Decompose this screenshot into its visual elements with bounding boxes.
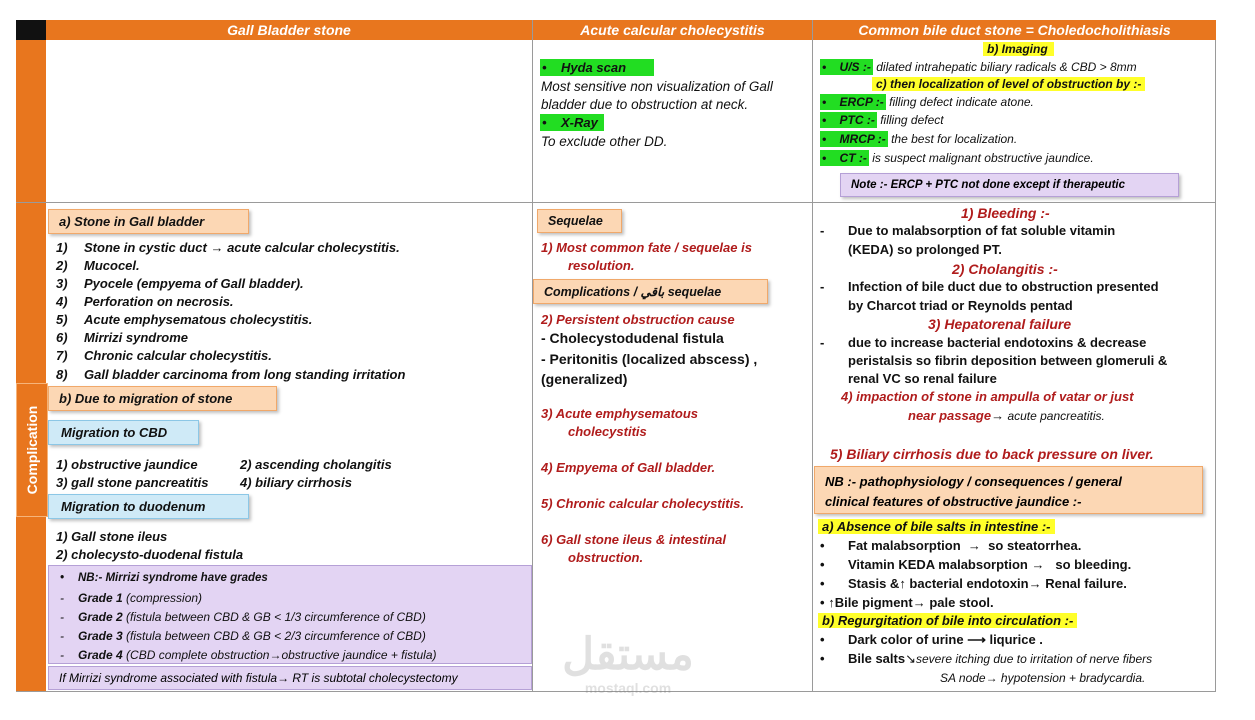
grade-3: - Grade 3 (fistula between CBD & GB < 2/3 circumference of CBD) <box>60 629 426 643</box>
grade-2: - Grade 2 (fistula between CBD & GB < 1/3 circumference of CBD) <box>60 610 426 624</box>
bleeding-text-1: - Due to malabsorption of fat soluble vitamin <box>820 223 1116 238</box>
hepatorenal-text-2: peristalsis so fibrin deposition between glomeruli & <box>848 353 1168 368</box>
sequelae-6a: 6) Gall stone ileus & intestinal <box>541 532 726 547</box>
migration-duodenum-tag: Migration to duodenum <box>48 494 249 519</box>
arrow-right-icon: → <box>277 671 290 685</box>
us-line: • U/S :- dilated intrahepatic biliary radicals & CBD > 8mm <box>822 60 1137 74</box>
ptc-label: PTC :- <box>839 113 875 127</box>
nb-obstructive-jaundice-box <box>814 466 1203 514</box>
gb-item-7: 7) Chronic calcular cholecystitis. <box>56 348 272 363</box>
migration-tag: b) Due to migration of stone <box>48 386 277 411</box>
imaging-label: b) Imaging <box>983 42 1054 56</box>
row-divider <box>16 202 1216 203</box>
watermark-subtext: mostaql.com <box>584 680 672 696</box>
grade-4: - Grade 4 (CBD complete obstruction→obstructive jaundice + fistula) <box>60 648 437 662</box>
stasis-line: • Stasis &↑ bacterial endotoxin→ Renal failure. <box>820 576 1127 591</box>
ct-label: CT :- <box>839 151 867 165</box>
cbd-line-2a: 3) gall stone pancreatitis <box>56 475 209 490</box>
migration-cbd-tag: Migration to CBD <box>48 420 199 445</box>
pancreatitis-line-2: near passage→ acute pancreatitis. <box>908 408 1105 423</box>
xray-bullet: • X-Ray <box>540 115 604 130</box>
row-bar-top <box>16 40 46 202</box>
ptc-text: filling defect <box>876 113 944 127</box>
arrow-right-icon: → <box>210 240 224 255</box>
sequelae-5: 5) Chronic calcular cholecystitis. <box>541 496 745 511</box>
ptc-line: • PTC :- filling defect <box>822 113 944 127</box>
imaging-heading <box>983 42 1054 56</box>
ercp-line: • ERCP :- filling defect indicate atone. <box>822 95 1034 109</box>
long-arrow-right-icon: ⟶ <box>967 632 986 647</box>
arrow-right-icon: → <box>991 408 1005 423</box>
hida-text-1: Most sensitive non visualization of Gall <box>541 79 773 94</box>
mrcp-label: MRCP :- <box>839 132 886 146</box>
bleeding-text-2: (KEDA) so prolonged PT. <box>848 242 1002 257</box>
watermark-logo <box>548 630 708 710</box>
mrcp-line: • MRCP :- the best for localization. <box>822 132 1018 146</box>
complication-label-box <box>16 383 48 517</box>
hida-text-2: bladder due to obstruction at neck. <box>541 97 749 112</box>
cbd-line-2b: 4) biliary cirrhosis <box>240 475 352 490</box>
arrow-right-icon: → <box>1028 576 1042 591</box>
mirrizi-fistula-note: If Mirrizi syndrome associated with fistula→ RT is subtotal cholecystectomy <box>48 666 532 690</box>
complication-label: Complication <box>24 405 40 495</box>
sequelae-2b: - Peritonitis (localized abscess) , <box>541 351 758 367</box>
ercp-label: ERCP :- <box>839 95 884 109</box>
header-acute-cholecystitis: Acute calcular cholecystitis <box>533 20 812 40</box>
bile-salts-line: • Bile salts↘severe itching due to irritation of nerve fibers <box>820 651 1153 666</box>
branch-arrow-icon: ↘ <box>905 651 916 666</box>
sequelae-2c: (generalized) <box>541 371 628 387</box>
duodenum-line-2: 2) cholecysto-duodenal fistula <box>56 547 244 562</box>
regurgitation-heading: b) Regurgitation of bile into circulation :- <box>818 613 1077 628</box>
gb-item-1: 1) Stone in cystic duct → acute calcular cholecystitis. <box>56 240 400 255</box>
watermark-text: مستقل <box>562 630 694 679</box>
hepatorenal-text-3: renal VC so renal failure <box>848 371 997 386</box>
us-label: U/S :- <box>839 60 871 74</box>
dark-urine-line: • Dark color of urine ⟶ liqurice . <box>820 632 1043 647</box>
absence-heading: a) Absence of bile salts in intestine :- <box>818 519 1055 534</box>
sequelae-tag: Sequelae <box>537 209 622 233</box>
gb-item-4: 4) Perforation on necrosis. <box>56 294 234 309</box>
arrow-right-icon: → <box>1031 557 1045 572</box>
mrcp-text: the best for localization. <box>887 132 1018 146</box>
hida-scan-label: Hyda scan <box>561 60 627 75</box>
mirrizi-nb: • NB:- Mirrizi syndrome have grades <box>60 572 268 584</box>
hepatorenal-text-1: - due to increase bacterial endotoxins & decrease <box>820 335 1147 350</box>
cholangitis-text-1: - Infection of bile duct due to obstruction presented <box>820 279 1159 294</box>
sequelae-2: 2) Persistent obstruction cause <box>541 312 735 327</box>
arrow-right-icon: → <box>985 671 998 685</box>
xray-text: To exclude other DD. <box>541 134 668 149</box>
sequelae-3b: cholecystitis <box>568 424 647 439</box>
grade-1: - Grade 1 (compression) <box>60 591 203 605</box>
ct-text: is suspect malignant obstructive jaundice. <box>868 151 1094 165</box>
header-gall-bladder-stone: Gall Bladder stone <box>46 20 532 40</box>
xray-label: X-Ray <box>561 115 598 130</box>
col-divider-1 <box>532 20 533 692</box>
ercp-text: filling defect indicate atone. <box>885 95 1034 109</box>
us-text: dilated intrahepatic biliary radicals & CBD > 8mm <box>872 60 1137 74</box>
pancreatitis-line-1: 4) impaction of stone in ampulla of vatar or just <box>841 389 1134 404</box>
cholangitis-heading: 2) Cholangitis :- <box>952 261 1058 277</box>
cbd-line-1b: 2) ascending cholangitis <box>240 457 392 472</box>
col-divider-2 <box>812 20 813 692</box>
gb-item-2: 2) Mucocel. <box>56 258 140 273</box>
hida-scan-bullet: • Hyda scan <box>540 60 654 75</box>
gb-item-3: 3) Pyocele (empyema of Gall bladder). <box>56 276 304 291</box>
gb-item-5: 5) Acute emphysematous cholecystitis. <box>56 312 313 327</box>
nb-line-1: NB :- pathophysiology / consequences / general <box>825 474 1122 489</box>
arrow-right-icon: → <box>967 538 981 553</box>
cbd-line-1a: 1) obstructive jaundice <box>56 457 198 472</box>
fat-malabsorption: • Fat malabsorption → so steatorrhea. <box>820 538 1082 553</box>
sequelae-1a: 1) Most common fate / sequelae is <box>541 240 752 255</box>
arrow-right-icon: → <box>269 648 282 662</box>
cirrhosis-heading: 5) Biliary cirrhosis due to back pressure on liver. <box>830 446 1154 462</box>
duodenum-line-1: 1) Gall stone ileus <box>56 529 168 544</box>
note-box: Note :- ERCP + PTC not done except if therapeutic <box>840 173 1179 197</box>
sequelae-1b: resolution. <box>568 258 635 273</box>
sequelae-3a: 3) Acute emphysematous <box>541 406 699 421</box>
sequelae-2a: - Cholecystodudenal fistula <box>541 330 724 346</box>
localization-heading <box>872 77 1145 91</box>
arrow-up-icon: ↑ <box>899 576 906 591</box>
gb-item-8: 8) Gall bladder carcinoma from long standing irritation <box>56 367 406 382</box>
gb-item-6: 6) Mirrizi syndrome <box>56 330 189 345</box>
stone-in-gb-tag: a) Stone in Gall bladder <box>48 209 249 234</box>
complications-sequelae-tag: Complications / باقي sequelae <box>533 279 768 304</box>
bile-pigment-line: • ↑Bile pigment→ pale stool. <box>820 595 994 610</box>
corner-cell <box>16 20 46 40</box>
bleeding-heading: 1) Bleeding :- <box>961 205 1050 221</box>
nb-line-2: clinical features of obstructive jaundice :- <box>825 494 1082 509</box>
arrow-right-icon: → <box>912 595 926 610</box>
sa-node-line: SA node→ hypotension + bradycardia. <box>940 671 1146 685</box>
ct-line: • CT :- is suspect malignant obstructive jaundice. <box>822 151 1094 165</box>
sequelae-4: 4) Empyema of Gall bladder. <box>541 460 716 475</box>
localization-label: c) then localization of level of obstruction by :- <box>872 77 1145 91</box>
hepatorenal-heading: 3) Hepatorenal failure <box>928 316 1072 332</box>
cholangitis-text-2: by Charcot triad or Reynolds pentad <box>848 298 1073 313</box>
arrow-up-icon: ↑ <box>828 595 835 610</box>
sequelae-6b: obstruction. <box>568 550 644 565</box>
vitamin-keda: • Vitamin KEDA malabsorption → so bleeding. <box>820 557 1132 572</box>
header-cbd-stone: Common bile duct stone = Choledocholithiasis <box>813 20 1216 40</box>
